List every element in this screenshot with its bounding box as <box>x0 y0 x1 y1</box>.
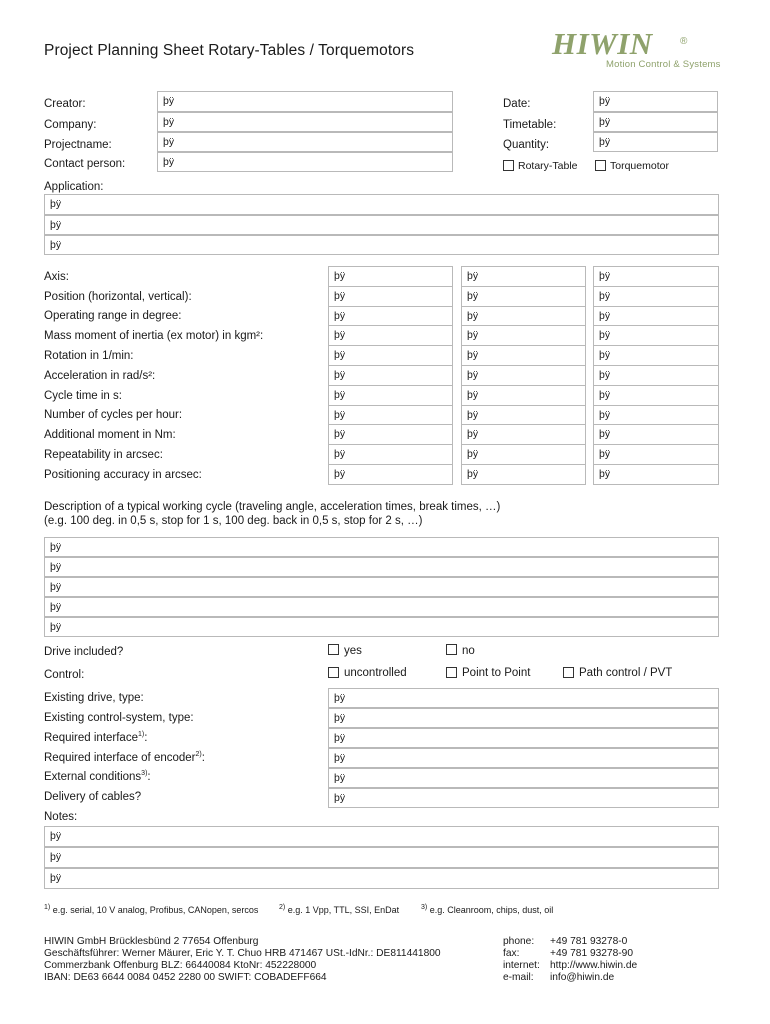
application-label: Application: <box>44 181 104 193</box>
cycle-time-label: Cycle time in s: <box>44 390 122 402</box>
delivery-cables-label: Delivery of cables? <box>44 791 142 803</box>
existing-control-label: Existing control-system, type: <box>44 712 194 724</box>
quantity-label: Quantity: <box>503 139 550 151</box>
required-encoder-field[interactable]: þÿ <box>328 748 719 768</box>
footer-email-link[interactable]: info@hiwin.de <box>550 972 615 983</box>
axis-2-row-1-field[interactable]: þÿ <box>461 266 586 287</box>
date-label: Date: <box>503 98 531 110</box>
rotary-table-label: Rotary-Table <box>518 160 578 172</box>
timetable-field[interactable]: þÿ <box>593 112 718 132</box>
cycle-description-line-2: (e.g. 100 deg. in 0,5 s, stop for 1 s, 100 deg. back in 0,5 s, stop for 2 s, …) <box>44 515 423 527</box>
position-label: Position (horizontal, vertical): <box>44 291 192 303</box>
axis-3-row-2-field[interactable]: þÿ <box>593 286 719 307</box>
projectname-field[interactable]: þÿ <box>157 132 453 152</box>
axis-2-row-3-field[interactable]: þÿ <box>461 306 586 326</box>
torquemotor-checkbox[interactable] <box>595 160 606 171</box>
inertia-label: Mass moment of inertia (ex motor) in kgm²: <box>44 330 264 342</box>
quantity-field[interactable]: þÿ <box>593 132 718 152</box>
axis-3-row-6-field[interactable]: þÿ <box>593 365 719 386</box>
logo-wordmark: HIWIN <box>552 26 653 61</box>
footer-internet-label: internet: <box>503 960 540 971</box>
required-interface-field[interactable]: þÿ <box>328 728 719 748</box>
axis-1-row-1-field[interactable]: þÿ <box>328 266 453 287</box>
drive-no-label: no <box>462 645 475 657</box>
footer-fax-label: fax: <box>503 948 520 959</box>
logo-registered-mark: ® <box>680 36 688 47</box>
path-control-label: Path control / PVT <box>579 667 673 679</box>
drive-yes-checkbox[interactable] <box>328 644 339 655</box>
existing-drive-label: Existing drive, type: <box>44 692 144 704</box>
date-field[interactable]: þÿ <box>593 91 718 112</box>
cycle-line-5[interactable]: þÿ <box>44 617 719 637</box>
application-line-3[interactable]: þÿ <box>44 235 719 255</box>
logo-tagline: Motion Control & Systems <box>606 59 721 70</box>
axis-1-row-7-field[interactable]: þÿ <box>328 385 453 406</box>
notes-label: Notes: <box>44 811 78 823</box>
path-control-checkbox[interactable] <box>563 667 574 678</box>
footer-phone: +49 781 93278-0 <box>550 936 628 947</box>
axis-1-row-8-field[interactable]: þÿ <box>328 405 453 425</box>
cycle-line-1[interactable]: þÿ <box>44 537 719 557</box>
axis-3-row-11-field[interactable]: þÿ <box>593 464 719 485</box>
control-label: Control: <box>44 669 85 681</box>
axis-2-row-11-field[interactable]: þÿ <box>461 464 586 485</box>
cycles-per-hour-label: Number of cycles per hour: <box>44 409 183 421</box>
axis-1-row-9-field[interactable]: þÿ <box>328 424 453 445</box>
cycle-line-3[interactable]: þÿ <box>44 577 719 597</box>
footer-bank: Commerzbank Offenburg BLZ: 66440084 KtoNr: 452228000 <box>44 960 317 971</box>
axis-3-row-7-field[interactable]: þÿ <box>593 385 719 406</box>
axis-1-row-3-field[interactable]: þÿ <box>328 306 453 326</box>
existing-drive-field[interactable]: þÿ <box>328 688 719 708</box>
creator-label: Creator: <box>44 98 86 110</box>
axis-3-row-4-field[interactable]: þÿ <box>593 325 719 346</box>
footnote-3: $^{3)}$ e.g. Cleanroom, chips, dust, oil <box>421 904 554 915</box>
creator-field[interactable]: þÿ <box>157 91 453 112</box>
axis-2-row-9-field[interactable]: þÿ <box>461 424 586 445</box>
footer-fax: +49 781 93278-90 <box>550 948 633 959</box>
footer-phone-label: phone: <box>503 936 535 947</box>
footer-internet-link[interactable]: http://www.hiwin.de <box>550 960 638 971</box>
rotation-label: Rotation in 1/min: <box>44 350 134 362</box>
footnote-1: $^{1)}$ e.g. serial, 10 V analog, Profibus, CANopen, sercos <box>44 904 259 915</box>
axis-1-row-5-field[interactable]: þÿ <box>328 345 453 366</box>
notes-line-2[interactable]: þÿ <box>44 847 719 868</box>
acceleration-label: Acceleration in rad/s²: <box>44 370 156 382</box>
cycle-line-2[interactable]: þÿ <box>44 557 719 577</box>
required-encoder-label: Required interface of encoder$^{2)}$: <box>44 751 205 764</box>
delivery-cables-field[interactable]: þÿ <box>328 788 719 808</box>
additional-moment-label: Additional moment in Nm: <box>44 429 176 441</box>
page-title: Project Planning Sheet Rotary-Tables / Torquemotors <box>44 42 415 59</box>
axis-3-row-9-field[interactable]: þÿ <box>593 424 719 445</box>
existing-control-field[interactable]: þÿ <box>328 708 719 728</box>
axis-3-row-10-field[interactable]: þÿ <box>593 444 719 465</box>
external-conditions-field[interactable]: þÿ <box>328 768 719 788</box>
axis-3-row-8-field[interactable]: þÿ <box>593 405 719 425</box>
footer-email-label: e-mail: <box>503 972 534 983</box>
company-label: Company: <box>44 119 97 131</box>
notes-line-3[interactable]: þÿ <box>44 868 719 889</box>
contact-person-label: Contact person: <box>44 158 126 170</box>
contact-person-field[interactable]: þÿ <box>157 152 453 172</box>
axis-2-row-4-field[interactable]: þÿ <box>461 325 586 346</box>
application-line-2[interactable]: þÿ <box>44 215 719 235</box>
axis-1-row-11-field[interactable]: þÿ <box>328 464 453 485</box>
axis-2-row-6-field[interactable]: þÿ <box>461 365 586 386</box>
uncontrolled-label: uncontrolled <box>344 667 407 679</box>
timetable-label: Timetable: <box>503 119 557 131</box>
footer-management: Geschäftsführer: Werner Mäurer, Eric Y. T. Chuo HRB 471467 USt.-IdNr.: DE811441800 <box>44 948 441 959</box>
required-interface-label: Required interface$^{1)}$: <box>44 731 148 744</box>
axis-2-row-2-field[interactable]: þÿ <box>461 286 586 307</box>
projectname-label: Projectname: <box>44 139 112 151</box>
axis-1-row-6-field[interactable]: þÿ <box>328 365 453 386</box>
axis-3-row-3-field[interactable]: þÿ <box>593 306 719 326</box>
axis-label: Axis: <box>44 271 69 283</box>
axis-3-row-1-field[interactable]: þÿ <box>593 266 719 287</box>
footer-address: HIWIN GmbH Brücklesbünd 2 77654 Offenburg <box>44 936 259 947</box>
axis-3-row-5-field[interactable]: þÿ <box>593 345 719 366</box>
footer-iban: IBAN: DE63 6644 0084 0452 2280 00 SWIFT: COBADEFF664 <box>44 972 327 983</box>
axis-2-row-8-field[interactable]: þÿ <box>461 405 586 425</box>
axis-2-row-10-field[interactable]: þÿ <box>461 444 586 465</box>
point-to-point-checkbox[interactable] <box>446 667 457 678</box>
axis-2-row-7-field[interactable]: þÿ <box>461 385 586 406</box>
external-conditions-label: External conditions$^{3)}$: <box>44 770 151 783</box>
cycle-line-4[interactable]: þÿ <box>44 597 719 617</box>
operating-range-label: Operating range in degree: <box>44 310 182 322</box>
axis-1-row-2-field[interactable]: þÿ <box>328 286 453 307</box>
repeatability-label: Repeatability in arcsec: <box>44 449 163 461</box>
notes-line-1[interactable]: þÿ <box>44 826 719 847</box>
drive-included-label: Drive included? <box>44 646 124 658</box>
footnote-2: $^{2)}$ e.g. 1 Vpp, TTL, SSI, EnDat <box>279 904 400 915</box>
axis-2-row-5-field[interactable]: þÿ <box>461 345 586 366</box>
uncontrolled-checkbox[interactable] <box>328 667 339 678</box>
hiwin-logo <box>552 26 722 74</box>
axis-1-row-10-field[interactable]: þÿ <box>328 444 453 465</box>
point-to-point-label: Point to Point <box>462 667 531 679</box>
cycle-description-line-1: Description of a typical working cycle (traveling angle, acceleration times, break times, …) <box>44 501 501 513</box>
axis-1-row-4-field[interactable]: þÿ <box>328 325 453 346</box>
rotary-table-checkbox[interactable] <box>503 160 514 171</box>
drive-yes-label: yes <box>344 645 362 657</box>
torquemotor-label: Torquemotor <box>610 160 669 172</box>
company-field[interactable]: þÿ <box>157 112 453 132</box>
application-line-1[interactable]: þÿ <box>44 194 719 215</box>
drive-no-checkbox[interactable] <box>446 644 457 655</box>
positioning-accuracy-label: Positioning accuracy in arcsec: <box>44 469 202 481</box>
